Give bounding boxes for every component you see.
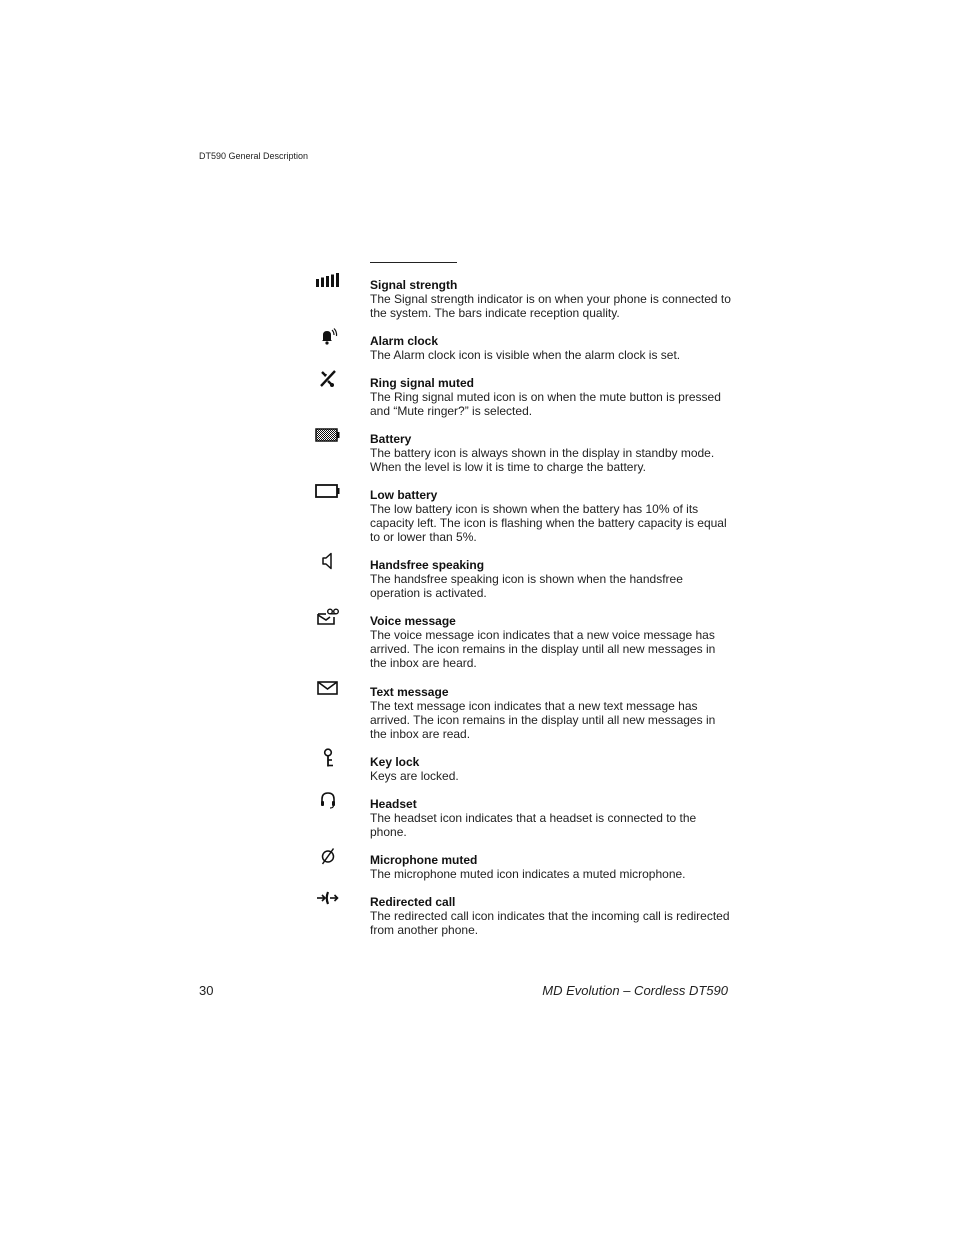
redirected-call-icon bbox=[312, 887, 344, 909]
entry-title: Alarm clock bbox=[370, 334, 439, 348]
entry-description: The voice message icon indicates that a new voice message has arrived. The icon remains in the display until all new messages in the inbox are heard. bbox=[370, 628, 716, 670]
entry-title: Ring signal muted bbox=[370, 376, 475, 390]
entry-description: The redirected call icon indicates that the incoming call is redirected from another phone. bbox=[370, 909, 730, 937]
entry-description: The text message icon indicates that a new text message has arrived. The icon remains in the display until all new messages in the inbox are read. bbox=[370, 699, 716, 741]
entry-title: Signal strength bbox=[370, 278, 458, 292]
entry-description: The Ring signal muted icon is on when the mute button is pressed and “Mute ringer?” is selected. bbox=[370, 390, 721, 418]
entry-title: Headset bbox=[370, 797, 417, 811]
entry-description: The handsfree speaking icon is shown when the handsfree operation is activated. bbox=[370, 572, 683, 600]
running-head: DT590 General Description bbox=[199, 151, 309, 161]
entry-title: Low battery bbox=[370, 488, 438, 502]
text-message-icon bbox=[312, 677, 344, 699]
ring-signal-muted-icon bbox=[312, 368, 344, 390]
alarm-clock-icon bbox=[312, 326, 344, 348]
entry-title: Handsfree speaking bbox=[370, 558, 485, 572]
entry-description: The battery icon is always shown in the display in standby mode. When the level is low it is time to charge the battery. bbox=[370, 446, 715, 474]
entry-title: Text message bbox=[370, 685, 449, 699]
handsfree-speaking-icon bbox=[312, 550, 344, 572]
entry-description: The headset icon indicates that a headset is connected to the phone. bbox=[370, 811, 697, 839]
entry-title: Battery bbox=[370, 432, 412, 446]
entry-description: The Alarm clock icon is visible when the alarm clock is set. bbox=[370, 348, 681, 362]
headset-icon bbox=[312, 789, 344, 811]
voice-message-icon bbox=[312, 606, 344, 628]
entry-description: The microphone muted icon indicates a muted microphone. bbox=[370, 867, 686, 881]
section-rule bbox=[370, 262, 457, 263]
signal-strength-icon bbox=[312, 270, 344, 292]
page-number: 30 bbox=[199, 983, 214, 998]
battery-icon bbox=[312, 424, 344, 446]
entry-title: Voice message bbox=[370, 614, 456, 628]
entry-title: Microphone muted bbox=[370, 853, 478, 867]
entry-description: The low battery icon is shown when the battery has 10% of its capacity left. The icon is flashing when the battery capacity is equal to or lower than 5%. bbox=[370, 502, 727, 544]
key-lock-icon bbox=[312, 747, 344, 769]
footer-document-title: MD Evolution – Cordless DT590 bbox=[542, 983, 728, 998]
entry-description: Keys are locked. bbox=[370, 769, 459, 783]
entry-title: Key lock bbox=[370, 755, 420, 769]
entry-title: Redirected call bbox=[370, 895, 456, 909]
microphone-muted-icon bbox=[312, 845, 344, 867]
low-battery-icon bbox=[312, 480, 344, 502]
entry-description: The Signal strength indicator is on when your phone is connected to the system. The bars indicate reception quality. bbox=[370, 292, 731, 320]
